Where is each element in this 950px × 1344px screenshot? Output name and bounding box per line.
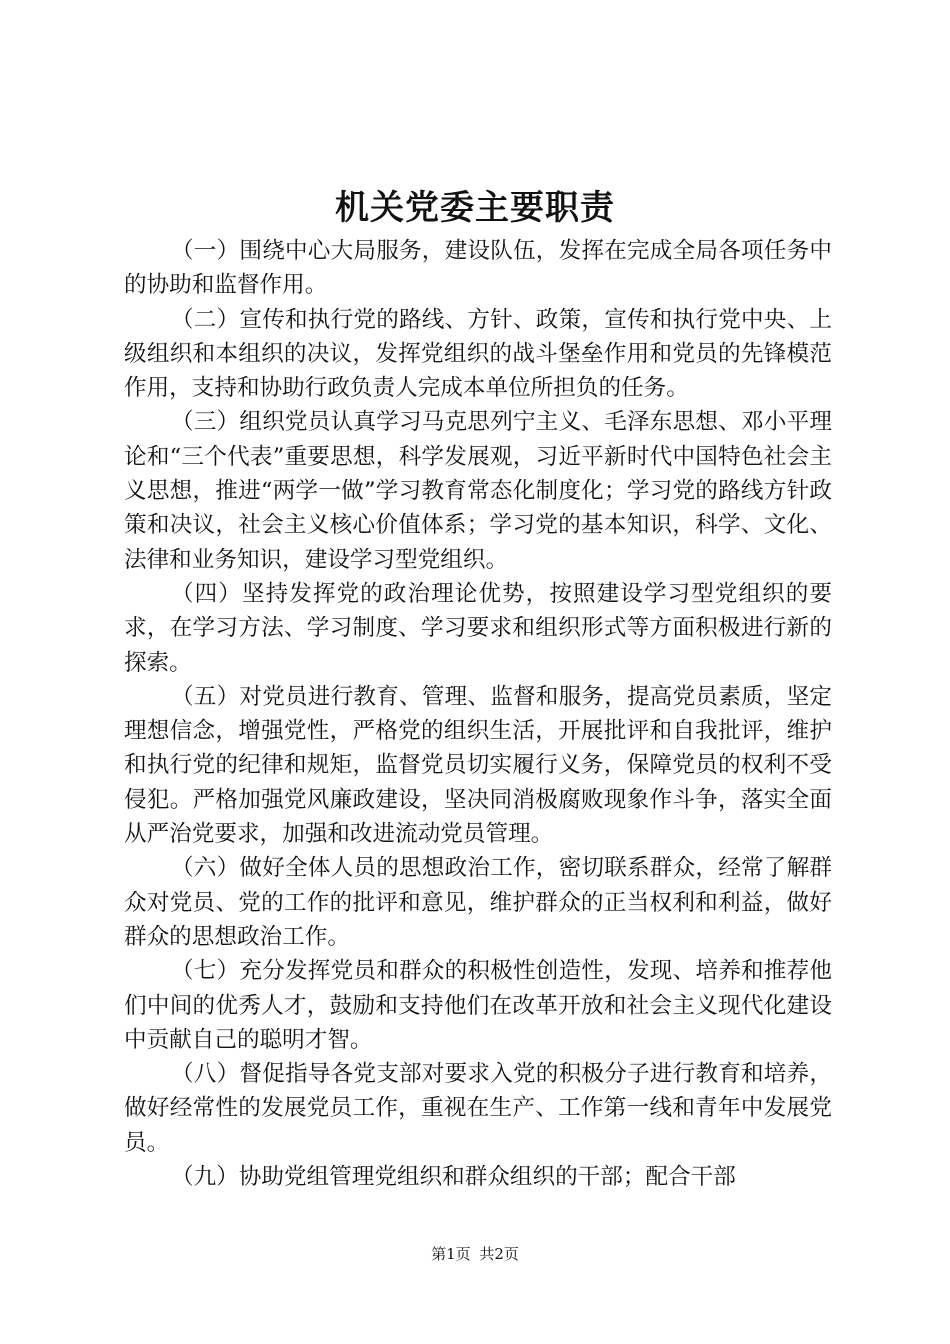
paragraph-4: （四）坚持发挥党的政治理论优势，按照建设学习型党组织的要求，在学习方法、学习制度、学习要求和组织形式等方面积极进行新的探索。 bbox=[124, 580, 832, 676]
paragraph-5: （五）对党员进行教育、管理、监督和服务，提高党员素质，坚定理想信念，增强党性，严格党的组织生活，开展批评和自我批评，维护和执行党的纪律和规矩，监督党员切实履行义务，保障党员的权利不受侵犯。严格加强党风廉政建设，坚决同消极腐败现象作斗争，落实全面从严治党要求，加强和改进流动党员管理。 bbox=[124, 683, 832, 848]
page-footer bbox=[0, 1244, 950, 1264]
paragraph-1: （一）围绕中心大局服务，建设队伍，发挥在完成全局各项任务中的协助和监督作用。 bbox=[124, 238, 832, 299]
page-number: 第1页 bbox=[431, 1245, 471, 1263]
paragraph-2: （二）宣传和执行党的路线、方针、政策，宣传和执行党中央、上级组织和本组织的决议，发挥党组织的战斗堡垒作用和党员的先锋模范作用，支持和协助行政负责人完成本单位所担负的任务。 bbox=[124, 306, 832, 402]
paragraph-7: （七）充分发挥党员和群众的积极性创造性，发现、培养和推荐他们中间的优秀人才，鼓励和支持他们在改革开放和社会主义现代化建设中贡献自己的聪明才智。 bbox=[124, 958, 832, 1053]
paragraph-6: （六）做好全体人员的思想政治工作，密切联系群众，经常了解群众对党员、党的工作的批评和意见，维护群众的正当权利和利益，做好群众的思想政治工作。 bbox=[124, 855, 832, 950]
paragraph-9: （九）协助党组管理党组织和群众组织的干部；配合干部 bbox=[171, 1164, 736, 1191]
document-title: 机关党委主要职责 bbox=[335, 188, 615, 228]
paragraph-8: （八）督促指导各党支部对要求入党的积极分子进行教育和培养，做好经常性的发展党员工作，重视在生产、工作第一线和青年中发展党员。 bbox=[124, 1061, 832, 1156]
paragraph-3: （三）组织党员认真学习马克思列宁主义、毛泽东思想、邓小平理论和“三个代表”重要思想，科学发展观，习近平新时代中国特色社会主义思想，推进“两学一做”学习教育常态化制度化；学习党的路线方针政策和决议，社会主义核心价值体系；学习党的基本知识，科学、文化、法律和业务知识，建设学习型党组织。 bbox=[124, 409, 832, 573]
page-total: 共2页 bbox=[479, 1245, 519, 1263]
document-body bbox=[124, 234, 832, 1194]
